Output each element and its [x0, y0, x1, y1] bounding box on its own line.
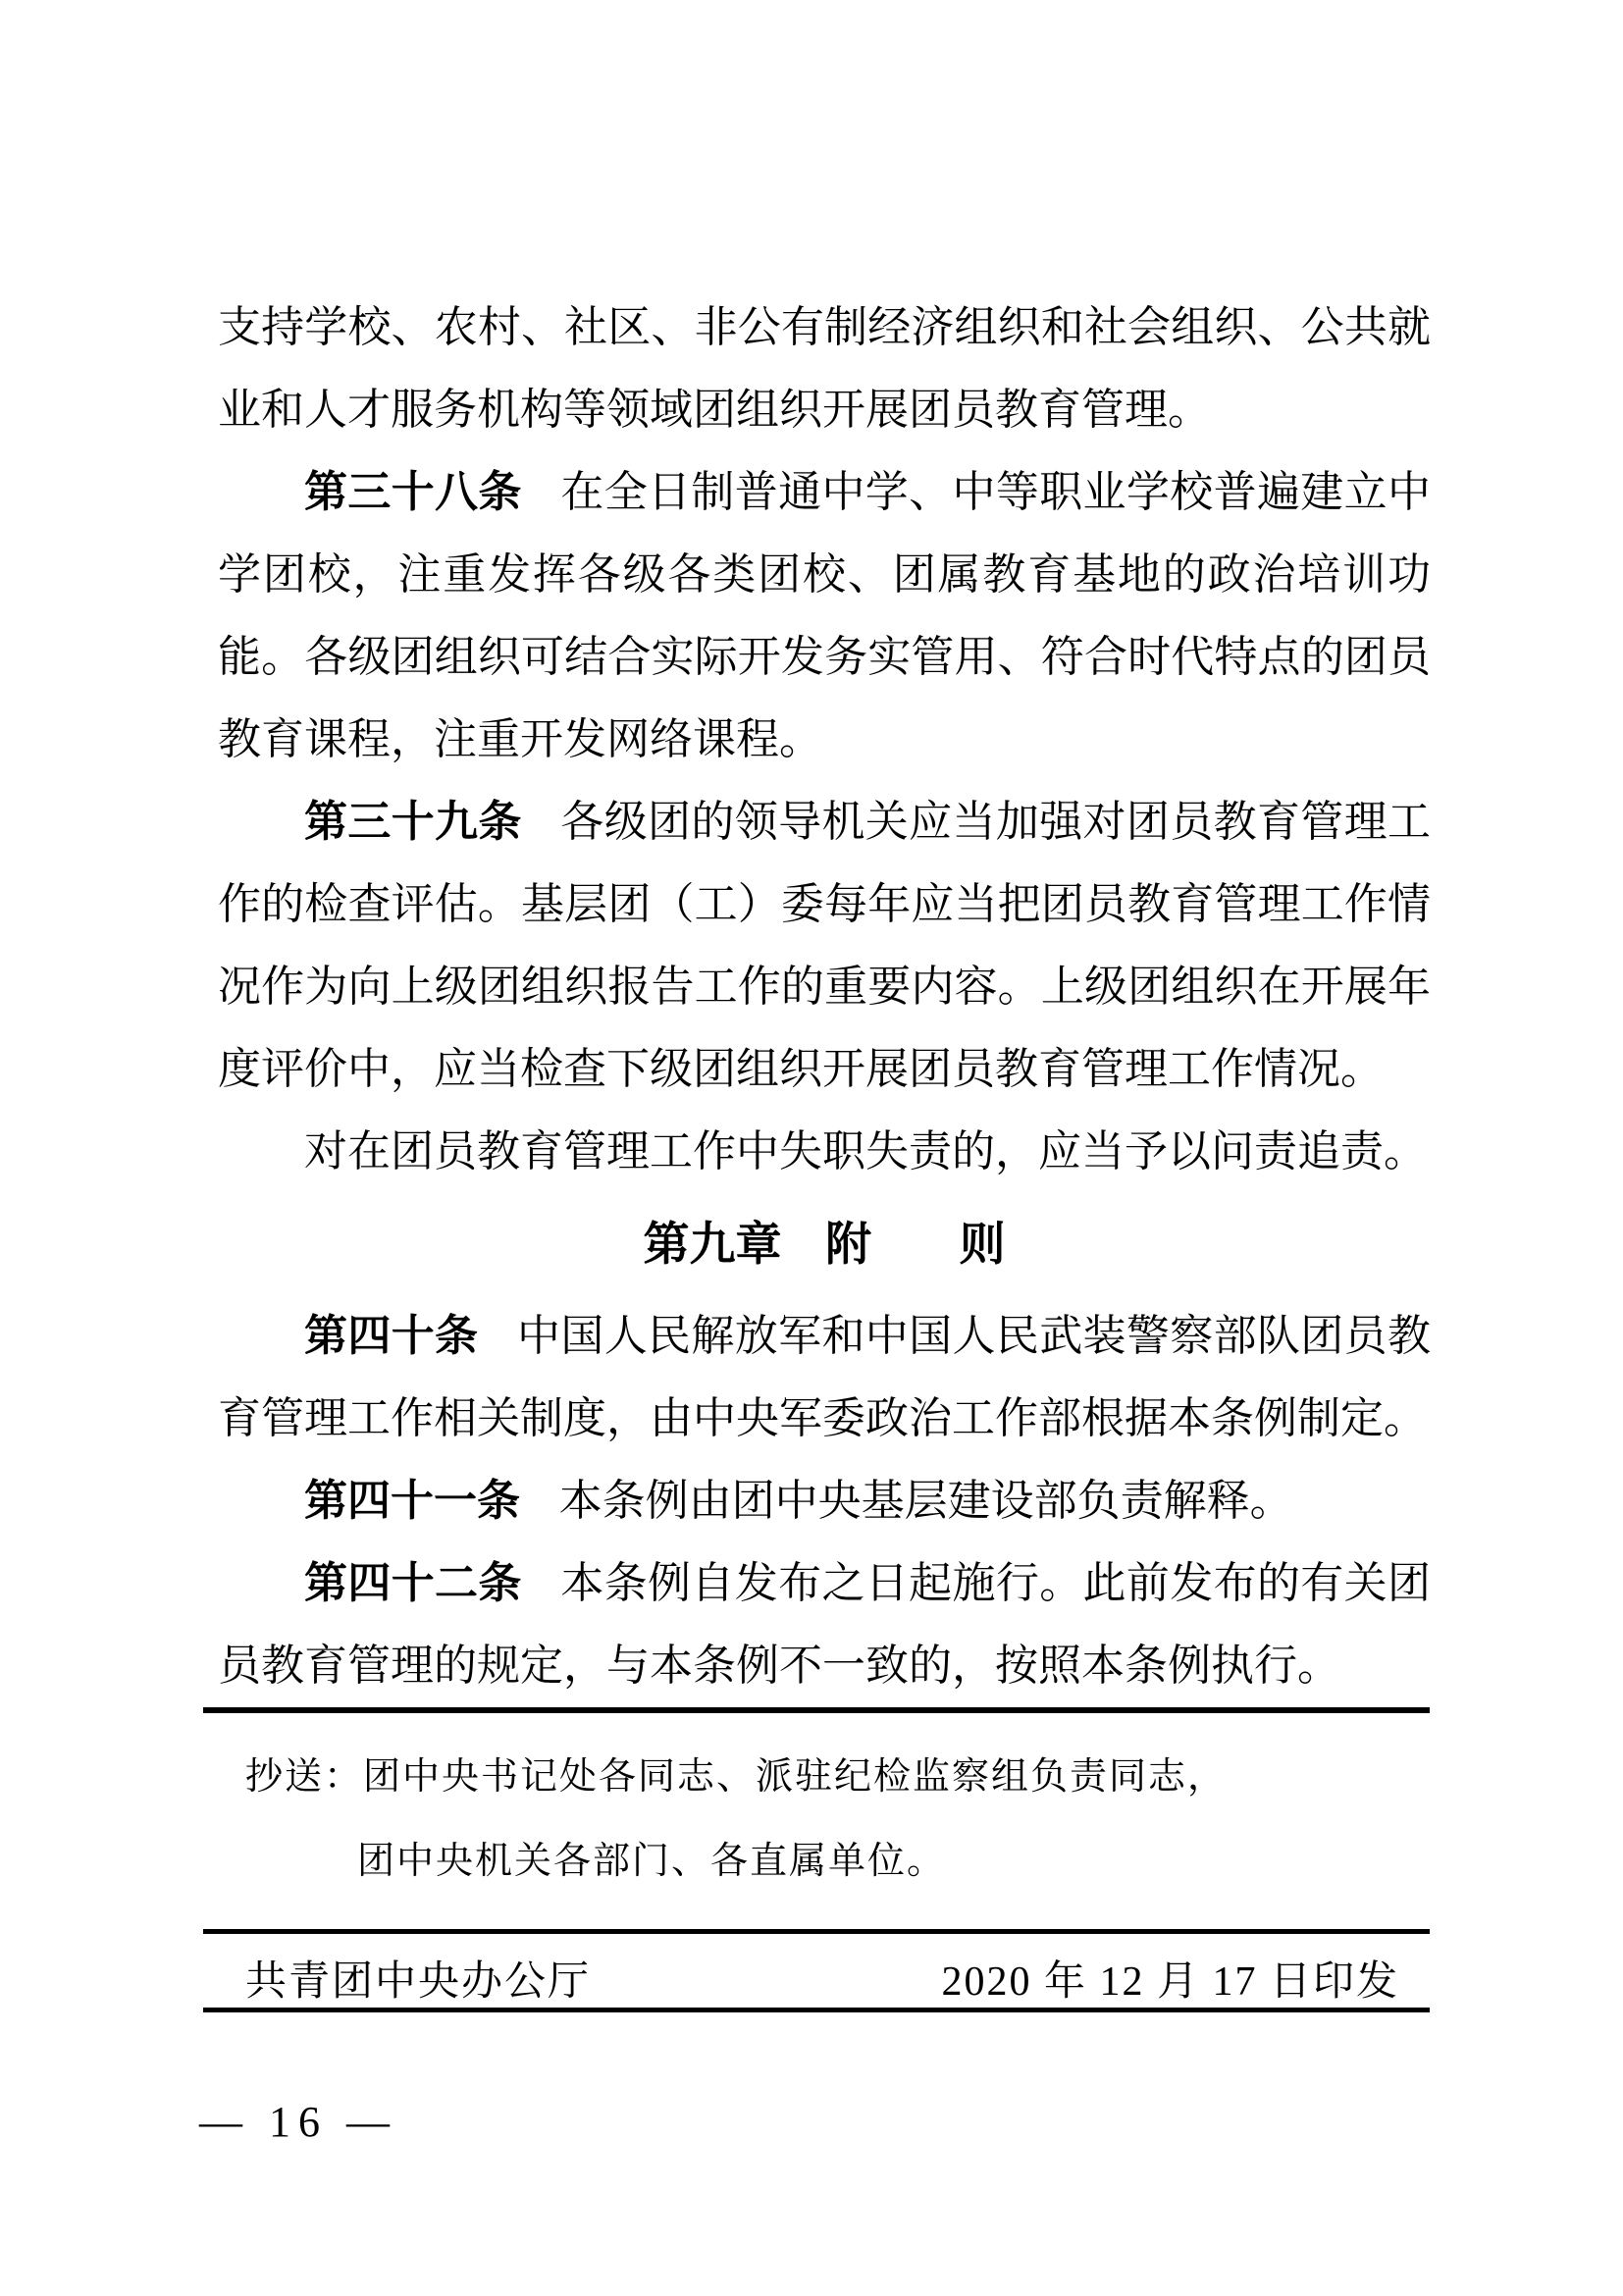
article-number: 第四十二条 [304, 1559, 522, 1607]
paragraph: 支持学校、农村、社区、非公有制经济组织和社会组织、公共就业和人才服务机构等领域团组织开展团员教育管理。 [218, 303, 1431, 434]
article-number: 第三十九条 [304, 798, 522, 846]
cc-line-1 [245, 1735, 1433, 1819]
paragraph: 第三十九条 各级团的领导机关应当加强对团员教育管理工作的检查评估。基层团（工）委每年应当把团员教育管理工作情况作为向上级团组织报告工作的重要内容。上级团组织在开展年度评价中，应当检查下级团组织开展团员教育管理工作情况。 [218, 798, 1432, 1093]
article-number: 第四十条 [304, 1312, 479, 1360]
cc-label: 抄送： [245, 1756, 364, 1798]
paragraph: 第三十八条 在全日制普通中学、中等职业学校普遍建立中学团校，注重发挥各级各类团校、团属教育基地的政治培训功能。各级团组织可结合实际开发务实管用、符合时代特点的团员教育课程，注重开发网络课程。 [218, 468, 1432, 763]
paragraph: 对在团员教育管理工作中失职失责的，应当予以问责追责。 [304, 1127, 1427, 1175]
document-body [218, 287, 1431, 1707]
separator-line-middle [203, 1929, 1430, 1934]
chapter-heading-part: 则 [959, 1220, 1006, 1271]
separator-line-bottom [203, 2008, 1430, 2012]
paragraph: 第四十条 中国人民解放军和中国人民武装警察部队团员教育管理工作相关制度，由中央军委政治工作部根据本条例制定。 [218, 1312, 1432, 1442]
cc-line2-text: 团中央机关各部门、各直属单位。 [357, 1841, 947, 1882]
separator-line-top [203, 1707, 1430, 1713]
chapter-heading-part: 附 [825, 1220, 872, 1271]
cc-note [245, 1735, 1433, 1904]
paragraph: 第四十二条 本条例自发布之日起施行。此前发布的有关团员教育管理的规定，与本条例不一致的，按照本条例执行。 [218, 1559, 1432, 1690]
article-number: 第三十八条 [304, 468, 522, 516]
chapter-heading [218, 1203, 1431, 1287]
article-number: 第四十一条 [304, 1477, 520, 1525]
cc-line1-text: 团中央书记处各同志、派驻纪检监察组负责同志， [363, 1756, 1228, 1798]
page-number: — 16 — [199, 2098, 397, 2146]
chapter-heading-part: 第九章 [643, 1220, 782, 1271]
issuing-office: 共青团中央办公厅 [245, 1959, 592, 2005]
print-date: 2020 年 12 月 17 日印发 [941, 1959, 1399, 2005]
paragraph: 第四十一条 本条例由团中央基层建设部负责解释。 [304, 1477, 1293, 1525]
